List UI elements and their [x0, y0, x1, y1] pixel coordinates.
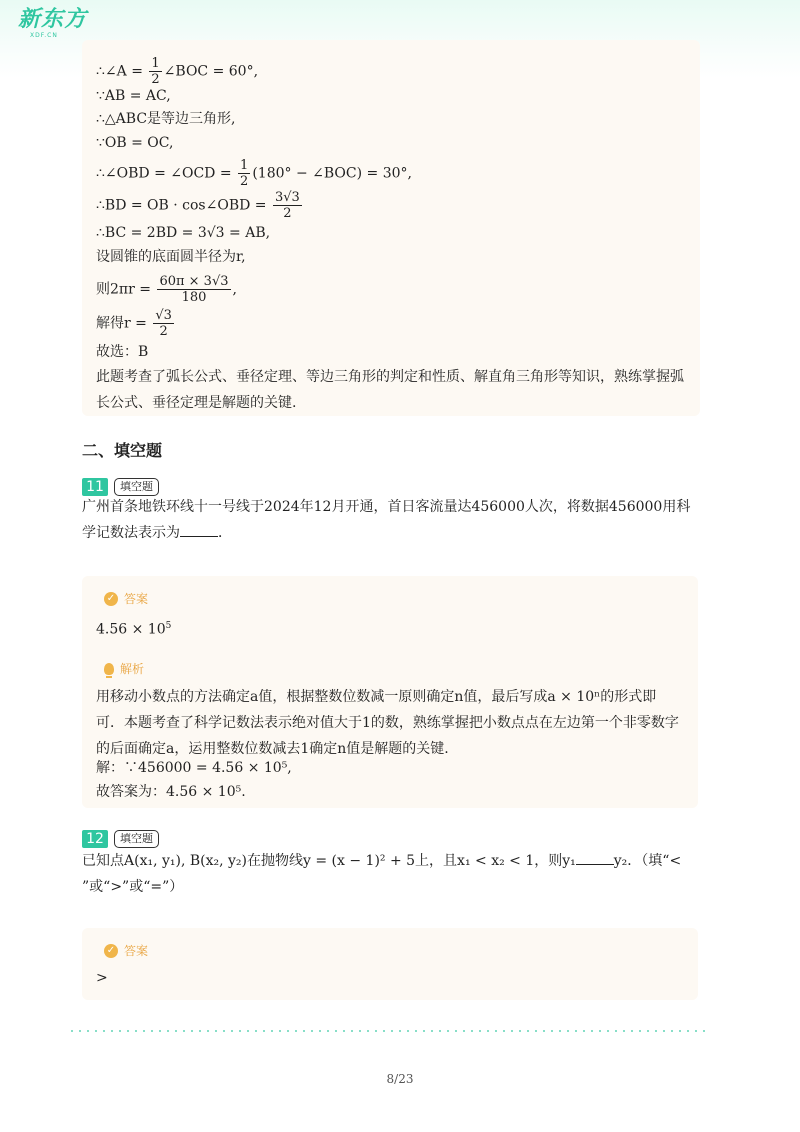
question-badge-12 — [82, 830, 159, 848]
question-number: 11 — [82, 478, 108, 496]
fraction — [153, 308, 174, 339]
line-text: (180° − ∠BOC) = 30°, — [252, 165, 412, 182]
question-text-12 — [82, 848, 698, 900]
xdf-logo — [18, 8, 92, 44]
answer-value-11 — [96, 616, 171, 640]
fraction-numerator: √3 — [155, 308, 172, 323]
question-type-tag: 填空题 — [114, 478, 159, 496]
solve-line-1: 解：∵456000 = 4.56 × 10⁵, — [96, 760, 292, 776]
question-text: ”或“>”或“=”） — [82, 879, 184, 895]
question-text: y₂．（填“< — [613, 853, 682, 869]
answer-blank — [576, 850, 614, 865]
fraction-denominator: 2 — [240, 174, 249, 189]
lightbulb-icon — [104, 663, 114, 675]
fraction-denominator: 2 — [151, 72, 160, 87]
answer-label-12 — [104, 942, 148, 959]
logo-text: 新东方 — [18, 7, 88, 32]
line-text: 解得r = — [96, 315, 152, 332]
solve-line-2: 故答案为：4.56 × 10⁵. — [96, 784, 246, 800]
fraction-numerator: 60π × 3√3 — [159, 274, 229, 289]
fraction-denominator: 180 — [181, 290, 207, 305]
answer-base: 4.56 × 10 — [96, 621, 166, 638]
logo-subtext: XDF.CN — [30, 32, 58, 39]
solution-line-8: 设圆锥的底面圆半径为r, — [96, 249, 246, 265]
question-text: 已知点A(x₁, y₁), B(x₂, y₂)在抛物线y = (x − 1)² + 5上，且x₁ < x₂ < 1，则y₁ — [82, 853, 576, 869]
solution-line-4: ∵OB = OC, — [96, 135, 174, 151]
section-title: 二、填空题 — [82, 441, 163, 460]
fraction — [149, 56, 161, 87]
fraction-denominator: 2 — [159, 324, 168, 339]
question-type-tag: 填空题 — [114, 830, 159, 848]
fraction — [238, 158, 250, 189]
solution-line-3: ∴△ABC是等边三角形, — [96, 111, 236, 127]
answer-label-text: 答案 — [124, 592, 149, 606]
solution-line-7: ∴BC = 2BD = 3√3 = AB, — [96, 225, 271, 241]
analysis-label-text: 解析 — [120, 662, 145, 676]
solution-line-1 — [96, 56, 258, 87]
answer-blank — [180, 522, 218, 537]
solution-line-5 — [96, 158, 412, 189]
solution-line-6 — [96, 190, 304, 221]
solution-line-10 — [96, 308, 176, 339]
solution-line-11: 故选：B — [96, 344, 149, 360]
analysis-text-11: 用移动小数点的方法确定a值，根据整数位数减一原则确定n值，最后写成a × 10ⁿ的形式即可．本题考查了科学记数法表示绝对值大于1的数，熟练掌握把小数点点在左边第一个非零数字的后面确定a，运用整数位数减去1确定n值是解题的关键. — [96, 689, 679, 757]
fraction-denominator: 2 — [283, 206, 292, 221]
answer-label-11 — [104, 590, 148, 607]
line-text: ∠BOC = 60°, — [163, 63, 259, 80]
solution-line-2: ∵AB = AC, — [96, 88, 171, 104]
question-number: 12 — [82, 830, 108, 848]
check-icon: ✓ — [104, 944, 118, 958]
question-text: 广州首条地铁环线十一号线于2024年12月开通，首日客流量达456000人次，将数据456000用科学记数法表示为 — [82, 499, 691, 541]
question-text: ． — [218, 525, 232, 541]
answer-label-text: 答案 — [124, 944, 149, 958]
analysis-label-11 — [104, 660, 144, 677]
answer-exponent: 5 — [165, 621, 172, 631]
line-text: ∴∠A = — [96, 63, 148, 80]
fraction-numerator: 1 — [151, 56, 160, 71]
solution-summary: 此题考查了弧长公式、垂径定理、等边三角形的判定和性质、解直角三角形等知识，熟练掌握弧长公式、垂径定理是解题的关键. — [96, 369, 684, 411]
line-text: 则2πr = — [96, 281, 156, 298]
answer-box-12 — [82, 928, 698, 1000]
question-text-11 — [82, 494, 698, 546]
line-text: , — [232, 281, 237, 298]
fraction — [157, 274, 230, 305]
solution-line-9 — [96, 274, 237, 305]
answer-value-12: > — [96, 970, 108, 986]
fraction-numerator: 1 — [240, 158, 249, 173]
line-text: ∴∠OBD = ∠OCD = — [96, 165, 237, 182]
dotted-divider — [68, 1030, 710, 1032]
fraction — [273, 190, 302, 221]
line-text: ∴BD = OB · cos∠OBD = — [96, 197, 271, 214]
page-number: 8/23 — [386, 1072, 414, 1086]
fraction-numerator: 3√3 — [274, 190, 300, 205]
check-icon: ✓ — [104, 592, 118, 606]
